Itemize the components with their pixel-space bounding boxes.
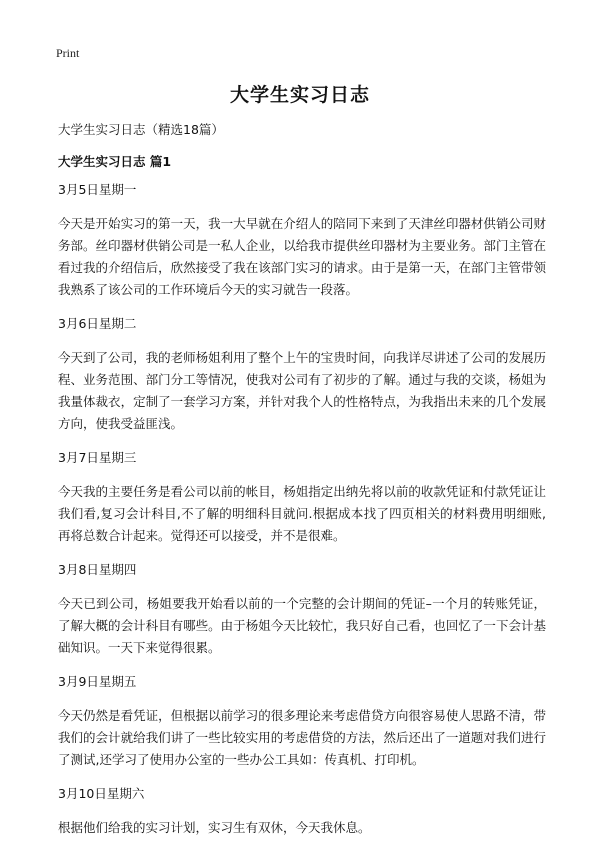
entry-text: 根据他们给我的实习计划，实习生有双休，今天我休息。 (58, 820, 371, 835)
page-title: 大学生实习日志 (229, 84, 370, 106)
diary-entry (58, 673, 546, 771)
entry-date: 3月7日星期三 (58, 450, 137, 465)
entry-date: 3月5日星期一 (58, 182, 137, 197)
print-link[interactable]: Print (56, 46, 80, 60)
entry-text: 今天已到公司，杨姐要我开始看以前的一个完整的会计期间的凭证–一个月的转账凭证，了解大概的会计科目有哪些。由于杨姐今天比较忙，我只好自己看，也回忆了一下会计基础知识。一天下来觉得很累。 (58, 596, 546, 655)
entry-date: 3月6日星期二 (58, 316, 137, 331)
document-subtitle: 大学生实习日志（精选18篇） (58, 122, 224, 137)
entry-date: 3月10日星期六 (58, 786, 145, 801)
diary-entry (58, 785, 546, 839)
entry-text: 今天是开始实习的第一天，我一大早就在介绍人的陪同下来到了天津丝印器材供销公司财务部。丝印器材供销公司是一私人企业，以给我市提供丝印器材为主要业务。部门主管在看过我的介绍信后，欣然接受了我在该部门实习的请求。由于是第一天，在部门主管带领我熟系了该公司的工作环境后今天的实习就告一段落。 (58, 216, 546, 297)
entry-date: 3月8日星期四 (58, 562, 137, 577)
diary-entries (58, 181, 546, 853)
entry-text: 今天仍然是看凭证，但根据以前学习的很多理论来考虑借贷方向很容易使人思路不清，带我们的会计就给我们讲了一些比较实用的考虑借贷的方法，然后还出了一道题对我们进行了测试,还学习了使用办公室的一些办公工具如：传真机、打印机。 (58, 708, 546, 767)
section-heading: 大学生实习日志 篇1 (58, 154, 172, 169)
entry-date: 3月9日星期五 (58, 674, 137, 689)
entry-text: 今天我的主要任务是看公司以前的帐目，杨姐指定出纳先将以前的收款凭证和付款凭证让我们看,复习会计科目,不了解的明细科目就问.根据成本找了四页相关的材料费用明细账,再将总数合计起来。觉得还可以接受，并不是很难。 (58, 484, 546, 543)
diary-entry (58, 561, 546, 659)
entry-text: 今天到了公司，我的老师杨姐利用了整个上午的宝贵时间，向我详尽讲述了公司的发展历程、业务范围、部门分工等情况，使我对公司有了初步的了解。通过与我的交谈，杨姐为我量体裁衣，定制了一套学习方案，并针对我个人的性格特点，为我指出未来的几个发展方向，使我受益匪浅。 (58, 350, 546, 431)
diary-entry (58, 181, 546, 301)
diary-entry (58, 449, 546, 547)
diary-entry (58, 315, 546, 435)
